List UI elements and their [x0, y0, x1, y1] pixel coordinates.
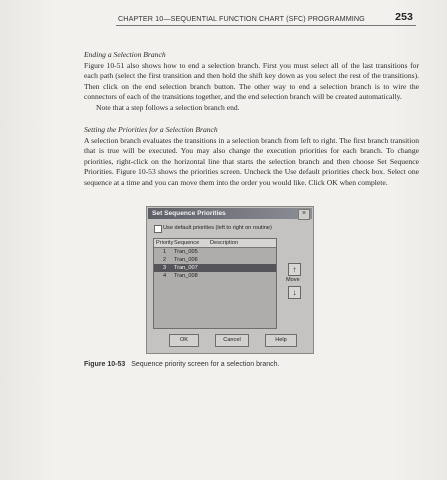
down-arrow-icon[interactable]: ↓	[288, 286, 301, 299]
row-sequence: Tran_006	[174, 256, 198, 263]
ok-button[interactable]: OK	[169, 334, 199, 347]
row-priority: 3	[163, 264, 167, 271]
column-sequence[interactable]: Sequence	[174, 239, 200, 246]
chapter-title: CHAPTER 10—SEQUENTIAL FUNCTION CHART (SFC) PROGRAMMING	[118, 14, 365, 23]
page-number: 253	[395, 11, 413, 23]
dialog-title: Set Sequence Priorities	[152, 209, 226, 217]
set-sequence-priorities-dialog	[146, 206, 314, 354]
move-label: Move	[286, 277, 300, 283]
column-description[interactable]: Description	[210, 239, 238, 246]
row-priority: 4	[163, 272, 167, 279]
dialog-titlebar	[148, 208, 312, 219]
list-item[interactable]	[154, 272, 276, 280]
help-button[interactable]: Help	[265, 334, 297, 347]
list-item[interactable]	[154, 256, 276, 264]
column-priority[interactable]: Priority	[156, 239, 174, 246]
section-body: Figure 10-51 also shows how to end a selection branch. First you must select all of the last transitions for each path (select the first transition and then hold the shift key down as you select the rest of the transitions). Then click on the end selection branch button. The other way to end a selection branch is to wire the connectors of each of the transitions together, and the end selection branch will be created automatically.	[84, 60, 419, 102]
section-ending-selection-branch	[84, 50, 419, 114]
running-header	[118, 12, 418, 26]
figure-caption	[84, 361, 280, 368]
figure-caption-text: Sequence priority screen for a selection branch.	[131, 361, 280, 368]
up-arrow-icon[interactable]: ↑	[288, 263, 301, 276]
list-item[interactable]	[154, 248, 276, 256]
figure-label: Figure 10-53	[84, 361, 126, 368]
row-sequence: Tran_007	[174, 264, 198, 271]
list-item-selected[interactable]	[154, 264, 276, 272]
header-rule	[116, 25, 416, 26]
row-sequence: Tran_008	[174, 272, 198, 279]
section-heading: Ending a Selection Branch	[84, 50, 166, 59]
section-note: Note that a step follows a selection branch end.	[96, 102, 240, 112]
row-sequence: Tran_005	[174, 248, 198, 255]
list-header	[154, 239, 276, 248]
cancel-button[interactable]: Cancel	[215, 334, 249, 347]
use-default-priorities-checkbox[interactable]	[154, 225, 162, 233]
close-icon[interactable]: ×	[298, 209, 310, 220]
sequence-list[interactable]	[153, 238, 277, 329]
section-heading: Setting the Priorities for a Selection Branch	[84, 125, 218, 134]
row-priority: 1	[163, 248, 167, 255]
section-body: A selection branch evaluates the transitions in a selection branch from left to right. The first branch transition that is true will be executed. You may also change the execution priorities for each branch. To change priorities, right-click on the horizontal line that starts the selection branch and then choose Set Sequence Priorities. Figure 10-53 shows the priorities screen. Uncheck the Use default priorities check box. Select one sequence at a time and you can move them into the order you would like. Click OK when complete.	[84, 135, 419, 187]
row-priority: 2	[163, 256, 167, 263]
section-setting-priorities	[84, 125, 419, 189]
checkbox-label: Use default priorities (left to right on routine)	[163, 224, 272, 231]
